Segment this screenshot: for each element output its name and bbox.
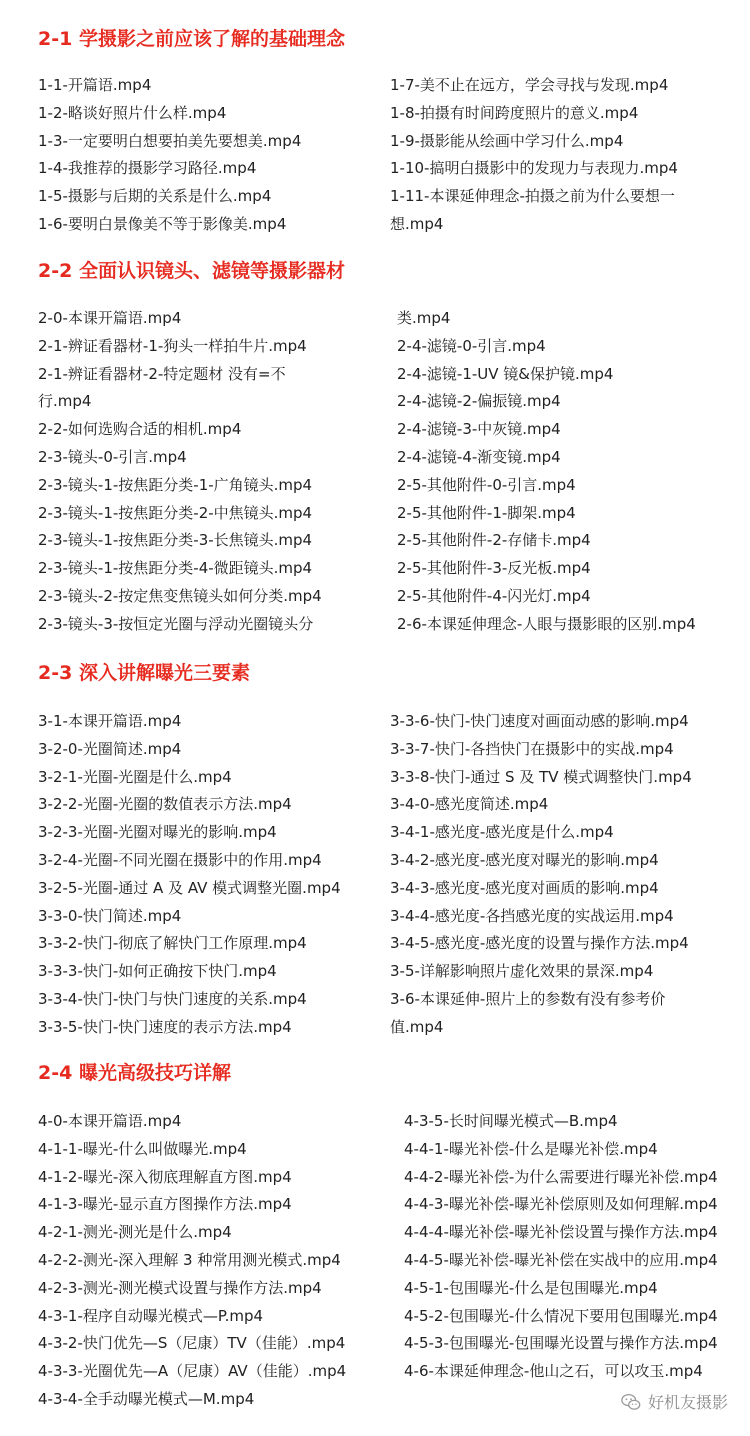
list-item: 2-4-滤镜-4-渐变镜.mp4 (397, 447, 561, 466)
list-item: 2-3-镜头-2-按定焦变焦镜头如何分类.mp4 (38, 586, 322, 605)
list-item: 3-4-2-感光度-感光度对曝光的影响.mp4 (390, 850, 659, 869)
wechat-icon (620, 1391, 642, 1413)
list-item: 3-4-5-感光度-感光度的设置与操作方法.mp4 (390, 934, 689, 953)
section-title: 2-2 全面认识镜头、滤镜等摄影器材 (38, 260, 345, 282)
list-item: 2-3-镜头-1-按焦距分类-3-长焦镜头.mp4 (38, 531, 313, 550)
list-item: 1-4-我推荐的摄影学习路径.mp4 (38, 159, 257, 178)
list-item: 1-3-一定要明白想要拍美先要想美.mp4 (38, 131, 302, 150)
list-item: 4-4-2-曝光补偿-为什么需要进行曝光补偿.mp4 (404, 1167, 718, 1186)
list-item: 3-4-0-感光度简述.mp4 (390, 795, 549, 814)
section-title: 2-4 曝光高级技巧详解 (38, 1062, 231, 1084)
list-item: 4-3-5-长时间曝光模式—B.mp4 (404, 1112, 618, 1130)
list-item: 3-1-本课开篇语.mp4 (38, 712, 182, 730)
list-item: 3-3-8-快门-通过 S 及 TV 模式调整快门.mp4 (390, 767, 692, 786)
right-column (390, 72, 678, 239)
list-item: 4-6-本课延伸理念-他山之石，可以攻玉.mp4 (404, 1362, 703, 1381)
list-item: 1-1-开篇语.mp4 (38, 76, 152, 94)
list-item: 值.mp4 (390, 1017, 444, 1036)
list-item: 1-11-本课延伸理念-拍摄之前为什么要想一 (390, 187, 675, 206)
list-item: 2-6-本课延伸理念-人眼与摄影眼的区别.mp4 (397, 614, 696, 633)
list-item: 2-5-其他附件-0-引言.mp4 (397, 475, 576, 494)
list-item: 4-1-3-曝光-显示直方图操作方法.mp4 (38, 1195, 292, 1214)
right-column (397, 305, 696, 639)
list-item: 3-3-5-快门-快门速度的表示方法.mp4 (38, 1017, 292, 1036)
list-item: 3-3-3-快门-如何正确按下快门.mp4 (38, 962, 277, 981)
list-item: 2-3-镜头-1-按焦距分类-4-微距镜头.mp4 (38, 559, 313, 578)
list-item: 4-2-3-测光-测光模式设置与操作方法.mp4 (38, 1278, 322, 1297)
list-item: 4-2-2-测光-深入理解 3 种常用测光模式.mp4 (38, 1250, 341, 1269)
list-item: 3-2-5-光圈-通过 A 及 AV 模式调整光圈.mp4 (38, 878, 341, 897)
list-item: 3-3-2-快门-彻底了解快门工作原理.mp4 (38, 934, 307, 953)
list-item: 想.mp4 (390, 214, 444, 233)
list-item: 4-1-1-曝光-什么叫做曝光.mp4 (38, 1139, 247, 1158)
list-item: 3-3-4-快门-快门与快门速度的关系.mp4 (38, 989, 307, 1008)
list-item: 2-4-滤镜-2-偏振镜.mp4 (397, 392, 561, 411)
list-item: 4-4-3-曝光补偿-曝光补偿原则及如何理解.mp4 (404, 1195, 718, 1214)
left-column (38, 708, 341, 1042)
list-item: 2-5-其他附件-3-反光板.mp4 (397, 559, 591, 578)
list-item: 4-3-4-全手动曝光模式—M.mp4 (38, 1389, 255, 1408)
list-item: 2-3-镜头-3-按恒定光圈与浮动光圈镜头分 (38, 614, 314, 633)
list-item: 1-6-要明白景像美不等于影像美.mp4 (38, 214, 287, 233)
list-item: 1-9-摄影能从绘画中学习什么.mp4 (390, 131, 624, 150)
list-item: 4-2-1-测光-测光是什么.mp4 (38, 1223, 232, 1242)
list-item: 2-4-滤镜-0-引言.mp4 (397, 336, 546, 355)
section-title: 2-1 学摄影之前应该了解的基础理念 (38, 28, 345, 50)
list-item: 2-4-滤镜-1-UV 镜&保护镜.mp4 (397, 364, 614, 383)
list-item: 4-5-3-包围曝光-包围曝光设置与操作方法.mp4 (404, 1334, 718, 1353)
watermark-text: 好机友摄影 (647, 1393, 728, 1412)
list-item: 2-5-其他附件-2-存储卡.mp4 (397, 531, 591, 550)
list-item: 3-2-4-光圈-不同光圈在摄影中的作用.mp4 (38, 850, 322, 869)
list-item: 类.mp4 (397, 309, 451, 327)
list-item: 3-3-6-快门-快门速度对画面动感的影响.mp4 (390, 712, 689, 730)
list-item: 行.mp4 (38, 392, 92, 411)
list-item: 4-4-1-曝光补偿-什么是曝光补偿.mp4 (404, 1139, 658, 1158)
list-item: 3-6-本课延伸-照片上的参数有没有参考价 (390, 989, 666, 1008)
list-item: 3-2-3-光圈-光圈对曝光的影响.mp4 (38, 823, 277, 842)
list-item: 4-5-2-包围曝光-什么情况下要用包围曝光.mp4 (404, 1306, 718, 1325)
list-item: 1-5-摄影与后期的关系是什么.mp4 (38, 187, 272, 206)
list-item: 2-0-本课开篇语.mp4 (38, 309, 182, 327)
list-item: 2-3-镜头-1-按焦距分类-2-中焦镜头.mp4 (38, 503, 313, 522)
list-item: 1-7-美不止在远方，学会寻找与发现.mp4 (390, 76, 669, 94)
list-item: 3-5-详解影响照片虚化效果的景深.mp4 (390, 962, 654, 981)
left-column (38, 72, 301, 239)
list-item: 2-3-镜头-1-按焦距分类-1-广角镜头.mp4 (38, 475, 313, 494)
list-item: 2-1-辨证看器材-2-特定题材 没有=不 (38, 364, 286, 383)
left-column (38, 305, 322, 639)
list-item: 3-4-1-感光度-感光度是什么.mp4 (390, 823, 614, 842)
list-item: 1-2-略谈好照片什么样.mp4 (38, 103, 227, 122)
list-item: 3-4-4-感光度-各挡感光度的实战运用.mp4 (390, 906, 674, 925)
list-item: 4-0-本课开篇语.mp4 (38, 1112, 182, 1130)
list-item: 3-2-0-光圈简述.mp4 (38, 739, 182, 758)
list-item: 3-2-1-光圈-光圈是什么.mp4 (38, 767, 232, 786)
right-column (404, 1108, 718, 1386)
list-item: 2-1-辨证看器材-1-狗头一样拍牛片.mp4 (38, 336, 307, 355)
left-column (38, 1108, 346, 1414)
list-item: 1-8-拍摄有时间跨度照片的意义.mp4 (390, 103, 639, 122)
list-item: 4-4-5-曝光补偿-曝光补偿在实战中的应用.mp4 (404, 1250, 718, 1269)
list-item: 4-5-1-包围曝光-什么是包围曝光.mp4 (404, 1278, 658, 1297)
list-item: 2-4-滤镜-3-中灰镜.mp4 (397, 420, 561, 439)
section-title: 2-3 深入讲解曝光三要素 (38, 662, 250, 684)
list-item: 4-3-3-光圈优先—A（尼康）AV（佳能）.mp4 (38, 1362, 347, 1381)
watermark (620, 1390, 728, 1413)
list-item: 3-4-3-感光度-感光度对画质的影响.mp4 (390, 878, 659, 897)
list-item: 1-10-搞明白摄影中的发现力与表现力.mp4 (390, 159, 678, 178)
list-item: 4-3-1-程序自动曝光模式—P.mp4 (38, 1306, 264, 1325)
list-item: 3-3-0-快门简述.mp4 (38, 906, 182, 925)
list-item: 2-5-其他附件-1-脚架.mp4 (397, 503, 576, 522)
list-item: 2-3-镜头-0-引言.mp4 (38, 447, 187, 466)
list-item: 3-3-7-快门-各挡快门在摄影中的实战.mp4 (390, 739, 674, 758)
list-item: 4-3-2-快门优先—S（尼康）TV（佳能）.mp4 (38, 1334, 346, 1353)
list-item: 2-2-如何选购合适的相机.mp4 (38, 420, 242, 439)
list-item: 4-4-4-曝光补偿-曝光补偿设置与操作方法.mp4 (404, 1223, 718, 1242)
list-item: 3-2-2-光圈-光圈的数值表示方法.mp4 (38, 795, 292, 814)
right-column (390, 708, 692, 1042)
list-item: 4-1-2-曝光-深入彻底理解直方图.mp4 (38, 1167, 292, 1186)
list-item: 2-5-其他附件-4-闪光灯.mp4 (397, 586, 591, 605)
